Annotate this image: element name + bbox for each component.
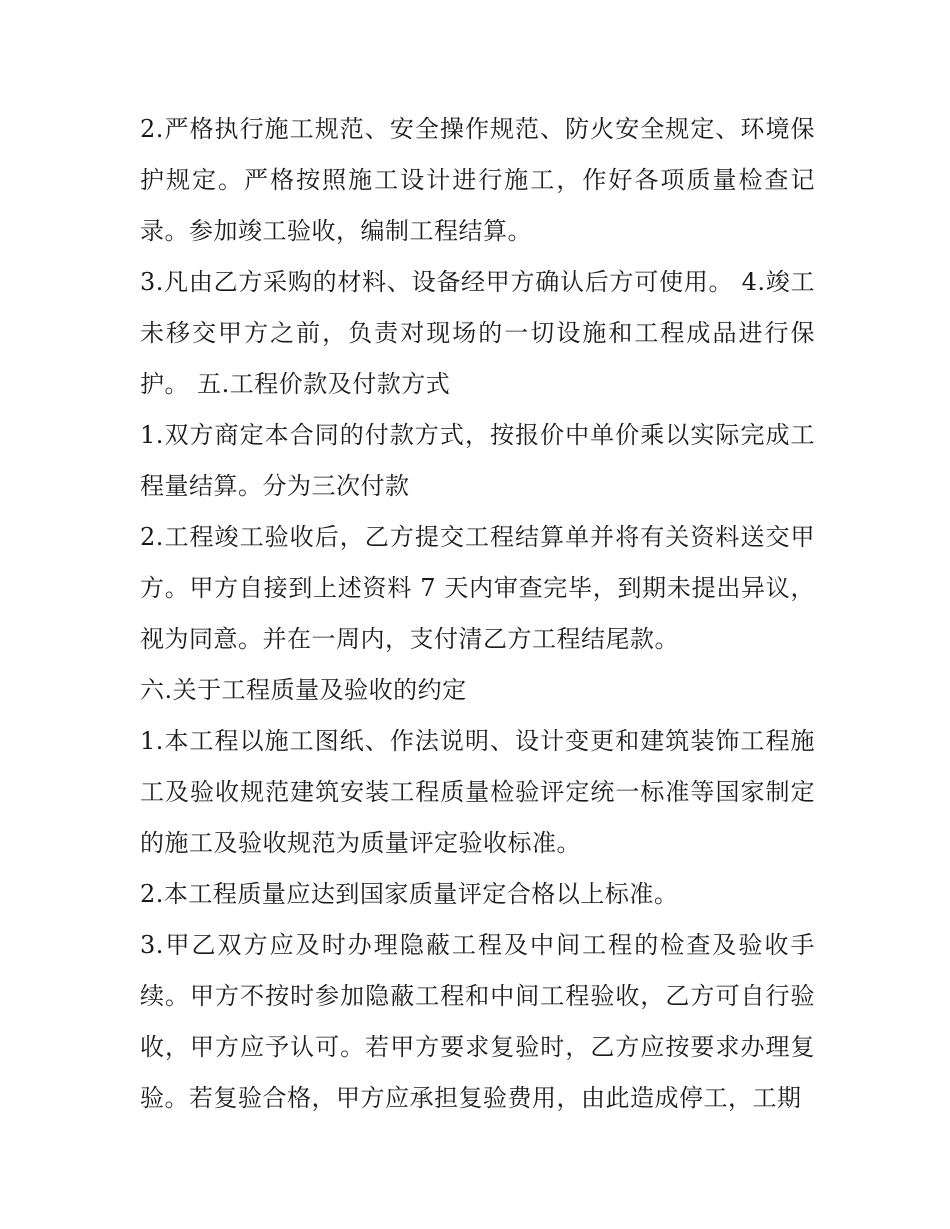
paragraph-materials-and-handover: 3.凡由乙方采购的材料、设备经甲方确认后方可使用。 4.竣工未移交甲方之前，负责对现场的一切设施和工程成品进行保护。 五.工程价款及付款方式 bbox=[140, 268, 815, 398]
document-body bbox=[140, 104, 815, 1124]
paragraph-acceptance-standards: 1.本工程以施工图纸、作法说明、设计变更和建筑装饰工程施工及验收规范建筑安装工程质量检验评定统一标准等国家制定的施工及验收规范为质量评定验收标准。 bbox=[140, 727, 815, 857]
paragraph-payment-method: 1.双方商定本合同的付款方式，按报价中单价乘以实际完成工程量结算。分为三次付款 bbox=[140, 421, 815, 500]
paragraph-final-settlement: 2.工程竣工验收后，乙方提交工程结算单并将有关资料送交甲方。甲方自接到上述资料 7 天内审查完毕，到期未提出异议，视为同意。并在一周内，支付清乙方工程结尾款。 bbox=[140, 523, 815, 653]
paragraph-construction-standards: 2.严格执行施工规范、安全操作规范、防火安全规定、环境保护规定。严格按照施工设计进行施工，作好各项质量检查记录。参加竣工验收，编制工程结算。 bbox=[140, 115, 815, 245]
paragraph-concealed-works-inspection: 3.甲乙双方应及时办理隐蔽工程及中间工程的检查及验收手续。甲方不按时参加隐蔽工程和中间工程验收，乙方可自行验收，甲方应予认可。若甲方要求复验时，乙方应按要求办理复验。若复验合格，甲方应承担复验费用，由此造成停工，工期 bbox=[140, 931, 815, 1112]
paragraph-quality-level: 2.本工程质量应达到国家质量评定合格以上标准。 bbox=[140, 880, 679, 908]
section-heading-quality-acceptance: 六.关于工程质量及验收的约定 bbox=[140, 676, 467, 704]
